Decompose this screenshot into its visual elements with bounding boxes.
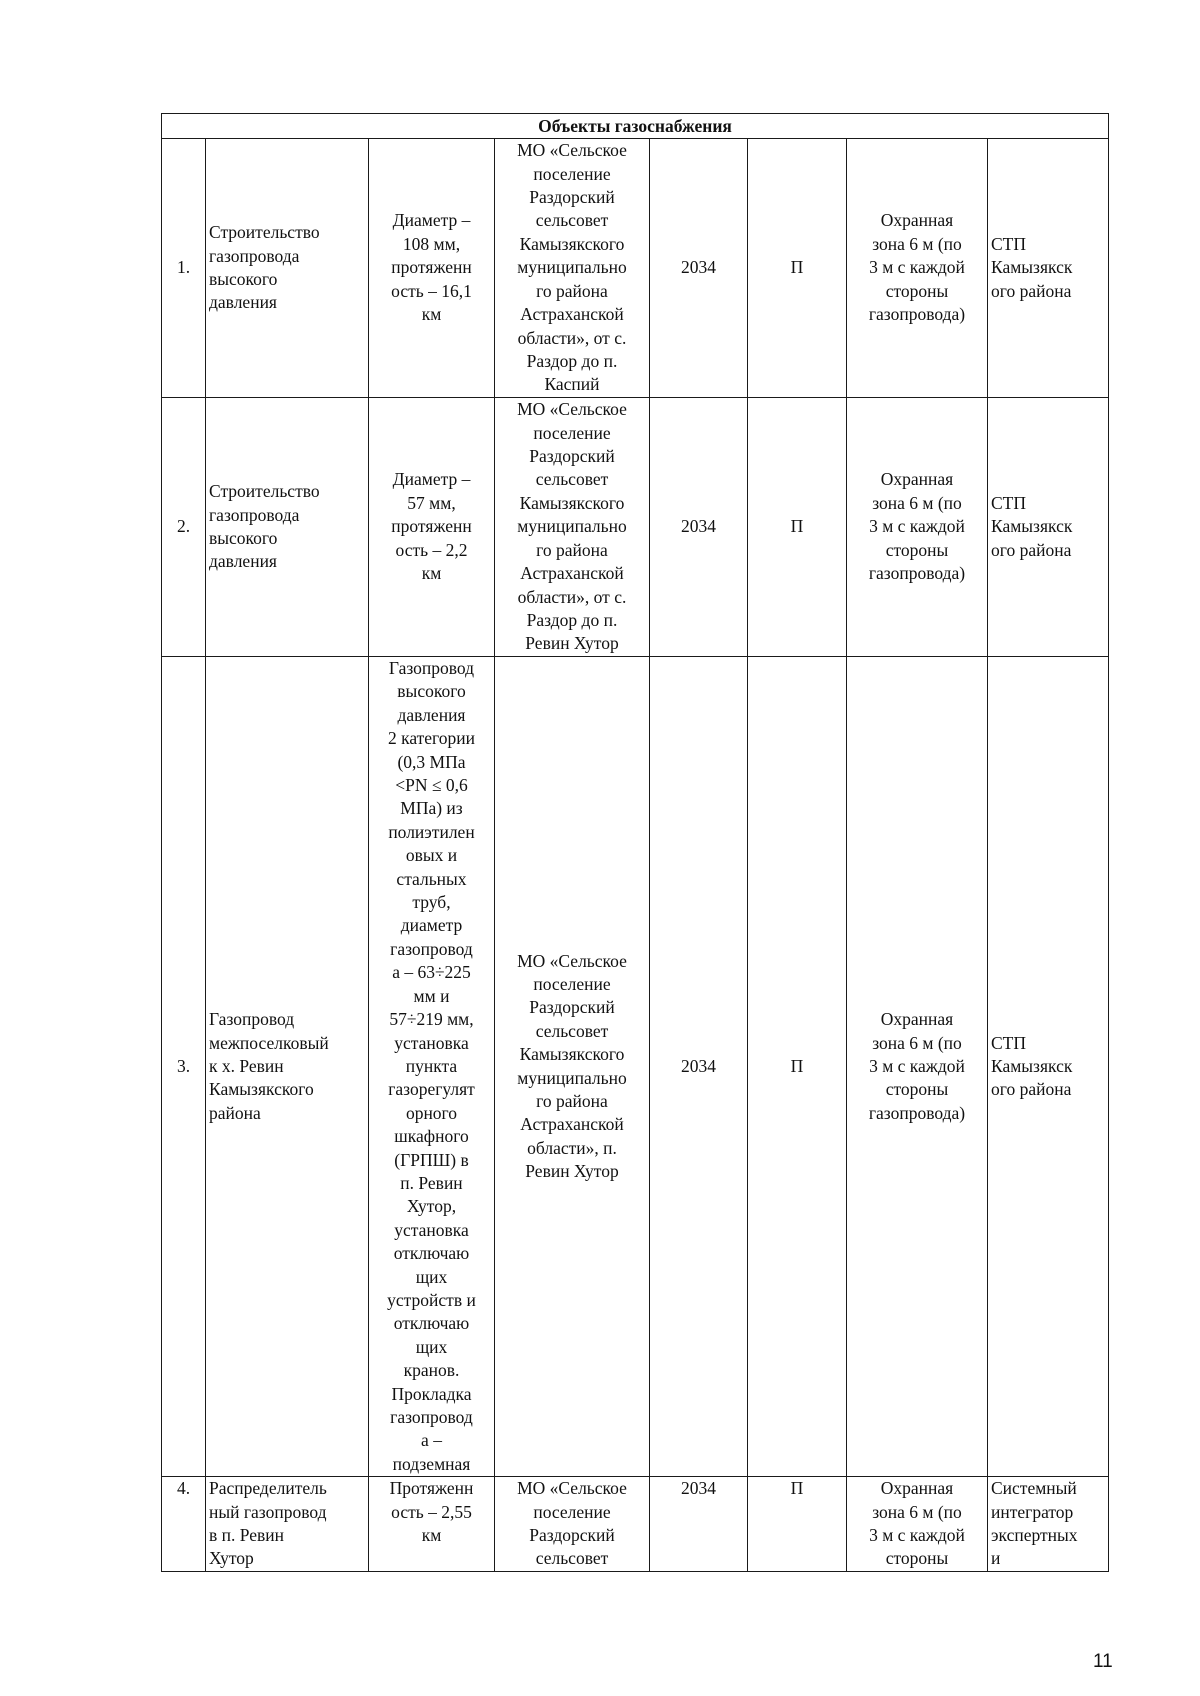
- object-source: СТП Камызякск ого района: [988, 139, 1109, 398]
- table-row: [162, 657, 1109, 1477]
- object-year: 2034: [650, 139, 748, 398]
- object-name: Распределитель ный газопровод в п. Ревин Хутор: [206, 1477, 369, 1572]
- object-location: МО «Сельское поселение Раздорский сельсовет: [495, 1477, 650, 1572]
- object-status: П: [748, 1477, 847, 1572]
- object-zone: Охранная зона 6 м (по 3 м с каждой стороны газопровода): [847, 398, 988, 657]
- object-year: 2034: [650, 398, 748, 657]
- object-name: Строительство газопровода высокого давления: [206, 139, 369, 398]
- object-zone: Охранная зона 6 м (по 3 м с каждой стороны газопровода): [847, 139, 988, 398]
- object-status: П: [748, 398, 847, 657]
- row-number: 1.: [162, 139, 206, 398]
- object-year: 2034: [650, 1477, 748, 1572]
- row-number: 4.: [162, 1477, 206, 1572]
- page-number: 11: [1093, 1651, 1113, 1672]
- object-params: Диаметр – 57 мм, протяженн ость – 2,2 км: [369, 398, 495, 657]
- row-number: 2.: [162, 398, 206, 657]
- object-source: СТП Камызякск ого района: [988, 398, 1109, 657]
- object-location: МО «Сельское поселение Раздорский сельсовет Камызякского муниципально го района Астраханской области», от с. Раздор до п. Каспий: [495, 139, 650, 398]
- object-status: П: [748, 139, 847, 398]
- row-number: 3.: [162, 657, 206, 1477]
- object-params: Диаметр – 108 мм, протяженн ость – 16,1 км: [369, 139, 495, 398]
- object-zone: Охранная зона 6 м (по 3 м с каждой стороны газопровода): [847, 657, 988, 1477]
- section-title: Объекты газоснабжения: [162, 114, 1109, 139]
- object-source: Системный интегратор экспертных и: [988, 1477, 1109, 1572]
- object-location: МО «Сельское поселение Раздорский сельсовет Камызякского муниципально го района Астраханской области», от с. Раздор до п. Ревин Хутор: [495, 398, 650, 657]
- gas-supply-table: [161, 113, 1109, 1572]
- object-zone: Охранная зона 6 м (по 3 м с каждой стороны: [847, 1477, 988, 1572]
- object-source: СТП Камызякск ого района: [988, 657, 1109, 1477]
- object-params: Протяженн ость – 2,55 км: [369, 1477, 495, 1572]
- object-location: МО «Сельское поселение Раздорский сельсовет Камызякского муниципально го района Астраханской области», п. Ревин Хутор: [495, 657, 650, 1477]
- table-row: [162, 1477, 1109, 1572]
- object-params: Газопровод высокого давления 2 категории (0,3 МПа <PN ≤ 0,6 МПа) из полиэтилен овых и стальных труб, диаметр газопровод а – 63÷225 мм и 57÷219 мм, установка пункта газорегулят орного шкафного (ГРПШ) в п. Ревин Хутор, установка отключаю щих устройств и отключаю щих кранов. Прокладка газопровод а – подземная: [369, 657, 495, 1477]
- object-year: 2034: [650, 657, 748, 1477]
- object-status: П: [748, 657, 847, 1477]
- table-row: [162, 398, 1109, 657]
- object-name: Газопровод межпоселковый к х. Ревин Камызякского района: [206, 657, 369, 1477]
- object-name: Строительство газопровода высокого давления: [206, 398, 369, 657]
- table-row: [162, 139, 1109, 398]
